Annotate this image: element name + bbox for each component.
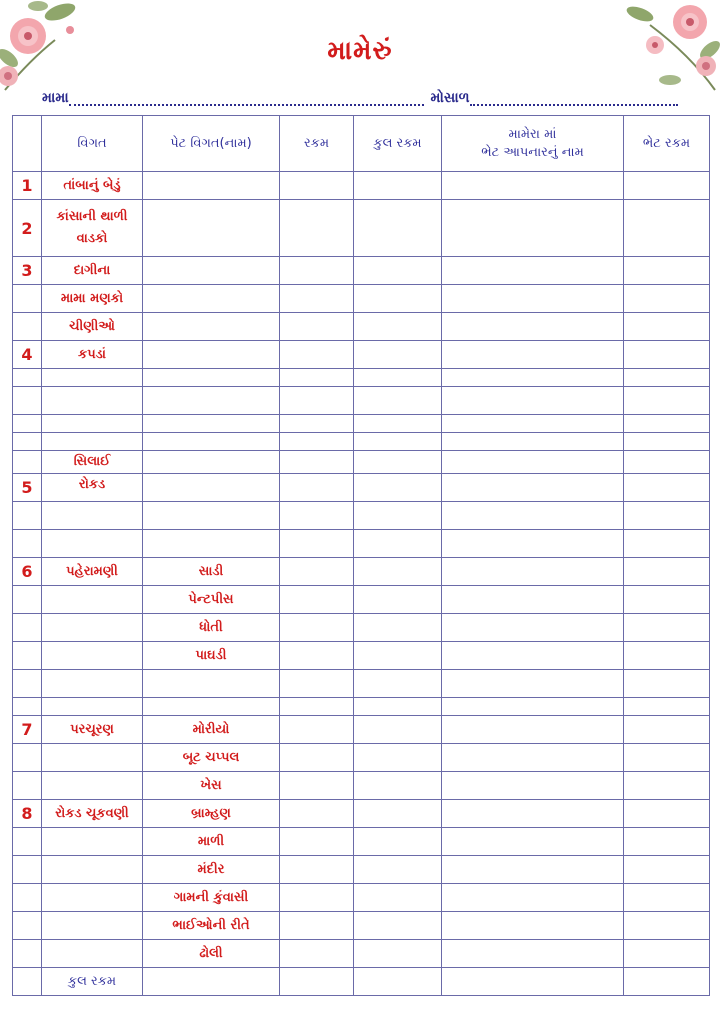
giver-name-cell[interactable]	[442, 257, 624, 285]
header-mamera-line1: મામેરા માં	[508, 126, 557, 142]
bhet-rakam-cell[interactable]	[624, 285, 710, 313]
row-item	[42, 586, 143, 614]
table-row	[13, 744, 710, 772]
table-row	[13, 884, 710, 912]
table-row	[13, 940, 710, 968]
row-sub-item	[143, 433, 280, 451]
row-item	[42, 369, 143, 387]
bhet-rakam-cell[interactable]	[624, 415, 710, 433]
kul-rakam-cell[interactable]	[354, 940, 442, 968]
header-vigat: વિગત	[42, 116, 143, 172]
row-sub-item: મોરીયો	[143, 716, 280, 744]
row-item	[42, 614, 143, 642]
kul-rakam-cell[interactable]	[354, 912, 442, 940]
giver-name-cell[interactable]	[442, 341, 624, 369]
row-item	[42, 415, 143, 433]
row-item: સિલાઈ	[42, 451, 143, 474]
table-row	[13, 670, 710, 698]
row-number	[13, 940, 42, 968]
table-row	[13, 341, 710, 369]
bhet-rakam-cell[interactable]	[624, 800, 710, 828]
bhet-rakam-cell[interactable]	[624, 257, 710, 285]
row-item	[42, 698, 143, 716]
row-sub-item: ઢોલી	[143, 940, 280, 968]
rakam-cell[interactable]	[280, 856, 354, 884]
kul-rakam-cell[interactable]	[354, 670, 442, 698]
kul-rakam-cell[interactable]	[354, 614, 442, 642]
rakam-cell[interactable]	[280, 387, 354, 415]
row-sub-item: મંદીર	[143, 856, 280, 884]
table-row	[13, 716, 710, 744]
rakam-cell[interactable]	[280, 285, 354, 313]
bhet-rakam-cell[interactable]	[624, 558, 710, 586]
row-number	[13, 433, 42, 451]
row-item	[42, 387, 143, 415]
table-row	[13, 257, 710, 285]
table-row	[13, 502, 710, 530]
giver-name-cell[interactable]	[442, 912, 624, 940]
rakam-cell[interactable]	[280, 257, 354, 285]
kul-rakam-cell[interactable]	[354, 530, 442, 558]
giver-name-cell[interactable]	[442, 828, 624, 856]
row-sub-item: ગામની કુંવાસી	[143, 884, 280, 912]
header-bhet-rakam: ભેટ રકમ	[624, 116, 710, 172]
giver-name-cell[interactable]	[442, 558, 624, 586]
row-sub-item: બ્રામ્હણ	[143, 800, 280, 828]
table-row	[13, 698, 710, 716]
row-sub-item	[143, 451, 280, 474]
giver-name-cell[interactable]	[442, 744, 624, 772]
row-number	[13, 285, 42, 313]
table-row	[13, 285, 710, 313]
rakam-cell[interactable]	[280, 772, 354, 800]
row-item	[42, 433, 143, 451]
rakam-cell[interactable]	[280, 530, 354, 558]
total-rakam-cell[interactable]	[280, 968, 354, 996]
kul-rakam-cell[interactable]	[354, 451, 442, 474]
giver-name-cell[interactable]	[442, 940, 624, 968]
row-number	[13, 530, 42, 558]
giver-name-cell[interactable]	[442, 285, 624, 313]
mamera-table	[12, 115, 710, 996]
kul-rakam-cell[interactable]	[354, 856, 442, 884]
total-giver-cell[interactable]	[442, 968, 624, 996]
bhet-rakam-cell[interactable]	[624, 474, 710, 502]
row-number	[13, 451, 42, 474]
row-sub-item	[143, 172, 280, 200]
kul-rakam-cell[interactable]	[354, 369, 442, 387]
row-sub-item	[143, 387, 280, 415]
header-row	[13, 116, 710, 172]
row-sub-item: ભાઈઓની રીતે	[143, 912, 280, 940]
info-line	[42, 90, 702, 110]
page-title: મામેરું	[327, 36, 393, 66]
giver-name-cell[interactable]	[442, 502, 624, 530]
giver-name-cell[interactable]	[442, 800, 624, 828]
row-item: મામા મણકો	[42, 285, 143, 313]
kul-rakam-cell[interactable]	[354, 415, 442, 433]
rakam-cell[interactable]	[280, 642, 354, 670]
row-item: કપડાં	[42, 341, 143, 369]
row-number: 3	[13, 257, 42, 285]
rakam-cell[interactable]	[280, 940, 354, 968]
row-sub-item	[143, 698, 280, 716]
rakam-cell[interactable]	[280, 800, 354, 828]
row-item: કાંસાની થાળી વાડકો	[42, 200, 143, 257]
rakam-cell[interactable]	[280, 744, 354, 772]
giver-name-cell[interactable]	[442, 716, 624, 744]
kul-rakam-cell[interactable]	[354, 257, 442, 285]
total-kul-rakam-cell[interactable]	[354, 968, 442, 996]
kul-rakam-cell[interactable]	[354, 772, 442, 800]
giver-name-cell[interactable]	[442, 698, 624, 716]
row-sub-item	[143, 670, 280, 698]
row-sub-item: પેન્ટપીસ	[143, 586, 280, 614]
kul-rakam-cell[interactable]	[354, 558, 442, 586]
mama-name-field[interactable]	[69, 90, 424, 106]
rakam-cell[interactable]	[280, 172, 354, 200]
row-number	[13, 415, 42, 433]
row-item	[42, 744, 143, 772]
row-item: પરચૂરણ	[42, 716, 143, 744]
table-row	[13, 451, 710, 474]
rakam-cell[interactable]	[280, 200, 354, 257]
row-number	[13, 884, 42, 912]
table-row	[13, 313, 710, 341]
table-row	[13, 200, 710, 257]
table-row	[13, 530, 710, 558]
row-item: રોકડ	[42, 474, 143, 502]
mosal-name-field[interactable]	[470, 90, 678, 106]
bhet-rakam-cell[interactable]	[624, 670, 710, 698]
row-sub-item	[143, 200, 280, 257]
kul-rakam-cell[interactable]	[354, 698, 442, 716]
row-sub-item: બૂટ ચપ્પલ	[143, 744, 280, 772]
giver-name-cell[interactable]	[442, 530, 624, 558]
bhet-rakam-cell[interactable]	[624, 313, 710, 341]
bhet-rakam-cell[interactable]	[624, 172, 710, 200]
bhet-rakam-cell[interactable]	[624, 744, 710, 772]
kul-rakam-cell[interactable]	[354, 716, 442, 744]
header-pet-vigat: પેટ વિગત(નામ)	[143, 116, 280, 172]
row-item	[42, 502, 143, 530]
bhet-rakam-cell[interactable]	[624, 502, 710, 530]
giver-name-cell[interactable]	[442, 670, 624, 698]
kul-rakam-cell[interactable]	[354, 387, 442, 415]
total-row	[13, 968, 710, 996]
kul-rakam-cell[interactable]	[354, 642, 442, 670]
total-label: કુલ રકમ	[42, 968, 143, 996]
bhet-rakam-cell[interactable]	[624, 369, 710, 387]
mama-label: મામા	[42, 90, 69, 106]
row-sub-item: ધોતી	[143, 614, 280, 642]
row-item	[42, 912, 143, 940]
row-sub-item: પાઘડી	[143, 642, 280, 670]
kul-rakam-cell[interactable]	[354, 884, 442, 912]
row-number: 8	[13, 800, 42, 828]
kul-rakam-cell[interactable]	[354, 341, 442, 369]
giver-name-cell[interactable]	[442, 772, 624, 800]
rakam-cell[interactable]	[280, 341, 354, 369]
table-row	[13, 800, 710, 828]
row-number	[13, 856, 42, 884]
row-number	[13, 614, 42, 642]
bhet-rakam-cell[interactable]	[624, 698, 710, 716]
rakam-cell[interactable]	[280, 828, 354, 856]
kul-rakam-cell[interactable]	[354, 828, 442, 856]
row-item	[42, 642, 143, 670]
kul-rakam-cell[interactable]	[354, 285, 442, 313]
row-sub-item	[143, 285, 280, 313]
rakam-cell[interactable]	[280, 415, 354, 433]
header-kul-rakam: કુલ રકમ	[354, 116, 442, 172]
header-number-cell	[13, 116, 42, 172]
row-item: પહેરામણી	[42, 558, 143, 586]
bhet-rakam-cell[interactable]	[624, 341, 710, 369]
row-sub-item	[143, 313, 280, 341]
row-item	[42, 530, 143, 558]
row-item	[42, 856, 143, 884]
giver-name-cell[interactable]	[442, 387, 624, 415]
row-number	[13, 586, 42, 614]
giver-name-cell[interactable]	[442, 474, 624, 502]
row-item	[42, 940, 143, 968]
bhet-rakam-cell[interactable]	[624, 940, 710, 968]
row-sub-item	[143, 341, 280, 369]
row-sub-item	[143, 415, 280, 433]
row-sub-item	[143, 502, 280, 530]
giver-name-cell[interactable]	[442, 642, 624, 670]
total-number-cell	[13, 968, 42, 996]
header-mamera-line2: ભેટ આપનારનું નામ	[481, 144, 584, 160]
row-item: દાગીના	[42, 257, 143, 285]
kul-rakam-cell[interactable]	[354, 586, 442, 614]
giver-name-cell[interactable]	[442, 313, 624, 341]
row-item: રોકડ ચૂકવણી	[42, 800, 143, 828]
bhet-rakam-cell[interactable]	[624, 642, 710, 670]
mosal-label: મોસાળ	[430, 90, 470, 106]
rakam-cell[interactable]	[280, 670, 354, 698]
row-number	[13, 313, 42, 341]
table-row	[13, 772, 710, 800]
giver-name-cell[interactable]	[442, 415, 624, 433]
kul-rakam-cell[interactable]	[354, 200, 442, 257]
rakam-cell[interactable]	[280, 313, 354, 341]
giver-name-cell[interactable]	[442, 586, 624, 614]
row-sub-item: સાડી	[143, 558, 280, 586]
bhet-rakam-cell[interactable]	[624, 586, 710, 614]
rakam-cell[interactable]	[280, 912, 354, 940]
bhet-rakam-cell[interactable]	[624, 828, 710, 856]
giver-name-cell[interactable]	[442, 369, 624, 387]
row-number	[13, 912, 42, 940]
table-row	[13, 558, 710, 586]
giver-name-cell[interactable]	[442, 856, 624, 884]
row-sub-item	[143, 530, 280, 558]
row-number	[13, 369, 42, 387]
table-row	[13, 474, 710, 502]
table-row	[13, 387, 710, 415]
table-row	[13, 912, 710, 940]
table-row	[13, 642, 710, 670]
table-row	[13, 856, 710, 884]
row-number: 2	[13, 200, 42, 257]
kul-rakam-cell[interactable]	[354, 474, 442, 502]
giver-name-cell[interactable]	[442, 433, 624, 451]
table-row	[13, 369, 710, 387]
giver-name-cell[interactable]	[442, 200, 624, 257]
kul-rakam-cell[interactable]	[354, 433, 442, 451]
giver-name-cell[interactable]	[442, 884, 624, 912]
row-number: 7	[13, 716, 42, 744]
giver-name-cell[interactable]	[442, 172, 624, 200]
table-row	[13, 828, 710, 856]
row-item: તાંબાનું બેડું	[42, 172, 143, 200]
bhet-rakam-cell[interactable]	[624, 772, 710, 800]
header-rakam: રકમ	[280, 116, 354, 172]
kul-rakam-cell[interactable]	[354, 313, 442, 341]
rakam-cell[interactable]	[280, 698, 354, 716]
header-mamera-giver	[442, 116, 624, 172]
row-number	[13, 744, 42, 772]
bhet-rakam-cell[interactable]	[624, 387, 710, 415]
kul-rakam-cell[interactable]	[354, 502, 442, 530]
rakam-cell[interactable]	[280, 502, 354, 530]
row-number	[13, 387, 42, 415]
kul-rakam-cell[interactable]	[354, 800, 442, 828]
row-number	[13, 502, 42, 530]
rakam-cell[interactable]	[280, 369, 354, 387]
kul-rakam-cell[interactable]	[354, 744, 442, 772]
row-number	[13, 828, 42, 856]
bhet-rakam-cell[interactable]	[624, 912, 710, 940]
row-sub-item: માળી	[143, 828, 280, 856]
bhet-rakam-cell[interactable]	[624, 884, 710, 912]
row-item	[42, 828, 143, 856]
table-row	[13, 415, 710, 433]
row-number	[13, 698, 42, 716]
rakam-cell[interactable]	[280, 614, 354, 642]
table-row	[13, 433, 710, 451]
row-sub-item	[143, 369, 280, 387]
row-item: ચીણીઓ	[42, 313, 143, 341]
bhet-rakam-cell[interactable]	[624, 433, 710, 451]
bhet-rakam-cell[interactable]	[624, 614, 710, 642]
row-item	[42, 772, 143, 800]
rakam-cell[interactable]	[280, 586, 354, 614]
row-number: 1	[13, 172, 42, 200]
row-number	[13, 642, 42, 670]
row-number: 5	[13, 474, 42, 502]
row-number	[13, 772, 42, 800]
row-sub-item	[143, 257, 280, 285]
row-number: 6	[13, 558, 42, 586]
bhet-rakam-cell[interactable]	[624, 530, 710, 558]
row-sub-item	[143, 474, 280, 502]
rakam-cell[interactable]	[280, 716, 354, 744]
rakam-cell[interactable]	[280, 884, 354, 912]
total-bhet-cell[interactable]	[624, 968, 710, 996]
total-sub-cell	[143, 968, 280, 996]
giver-name-cell[interactable]	[442, 451, 624, 474]
rakam-cell[interactable]	[280, 433, 354, 451]
table-row	[13, 586, 710, 614]
bhet-rakam-cell[interactable]	[624, 856, 710, 884]
rakam-cell[interactable]	[280, 558, 354, 586]
giver-name-cell[interactable]	[442, 614, 624, 642]
row-sub-item: ખેસ	[143, 772, 280, 800]
rakam-cell[interactable]	[280, 474, 354, 502]
table-row	[13, 614, 710, 642]
kul-rakam-cell[interactable]	[354, 172, 442, 200]
row-item	[42, 884, 143, 912]
row-item	[42, 670, 143, 698]
bhet-rakam-cell[interactable]	[624, 451, 710, 474]
bhet-rakam-cell[interactable]	[624, 200, 710, 257]
table-row	[13, 172, 710, 200]
row-number	[13, 670, 42, 698]
row-number: 4	[13, 341, 42, 369]
rakam-cell[interactable]	[280, 451, 354, 474]
bhet-rakam-cell[interactable]	[624, 716, 710, 744]
